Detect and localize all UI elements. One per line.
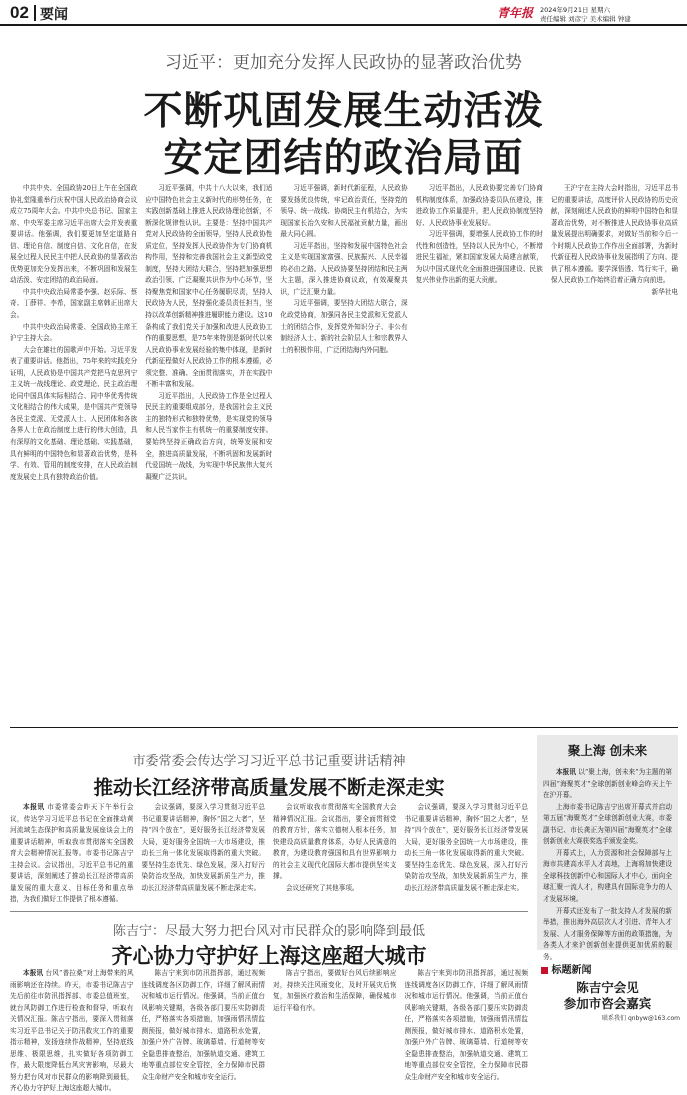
footer-contact: 联系我们 qnbyw@163.com (602, 1015, 680, 1022)
article3-body (10, 968, 528, 1093)
masthead (0, 0, 687, 26)
article-divider (10, 911, 528, 912)
square-bullet-icon (541, 967, 548, 974)
news-flash-label-text: 标题新闻 (551, 965, 592, 976)
paragraph: 习近平强调，要坚持大团结大联合，深化政党协商，加强同各民主党派和无党派人士的团结合作，发挥党外知识分子、非公有制经济人士、新的社会阶层人士和宗教界人士的积极作用，广泛团结海内外同胞。 (280, 299, 408, 354)
article2-column (405, 802, 529, 914)
paragraph: 会议强调，要深入学习贯彻习近平总书记重要讲话精神，胸怀“国之大者”，坚持“四个放在”，更好服务长江经济带发展大局，更好服务全国统一大市场建设，推动长三角一体化发展取得新的重大突破。要坚持生态优先、绿色发展，深入打好污染防治攻坚战，加快发展新质生产力，推动长江经济带高质量发展不断走深走实。 (141, 803, 265, 892)
article1-column (416, 183, 543, 723)
article1-column (145, 183, 272, 723)
paragraph: 陈吉宁指出，要做好台风后续影响应对，持续关注风雨变化，及时开展灾后恢复，加强医疗救治和生活保障，确保城市运行平稳有序。 (273, 969, 397, 1012)
paragraph: 中共中央政治局常委、全国政协主席王沪宁主持大会。 (10, 322, 138, 343)
article3-column (273, 968, 397, 1018)
paragraph: 陈吉宁来到市防汛指挥部，通过视频连线调度各区防御工作，详细了解风雨情况和城市运行情况。他强调，当前正值台风影响关键期，各级各部门要压实防御责任，严格落实各项措施，加强雨情汛情监测预报，做好城市排水、道路积水处置，加强户外广告牌、玻璃幕墙、行道树等安全隐患排查整治，加强轨道交通、建筑工地等重点部位安全管控，全力保障市民群众生命财产安全和城市安全运行。 (141, 969, 265, 1081)
paper-logo: 青年报 (497, 6, 534, 20)
article2-headline: 推动长江经济带高质量发展不断走深走实 (93, 776, 445, 799)
paragraph: 习近平强调，新时代新征程，人民政协要发扬优良传统，牢记政治责任，坚持党的领导、统一战线、协商民主有机结合，为实现国家长治久安和人民福祉贡献力量，画出最大同心圆。 (280, 184, 408, 239)
paragraph: 王沪宁在主持大会时指出，习近平总书记的重要讲话，高度评价人民政协的历史贡献，深刻阐述人民政协的鲜明中国特色和显著政治优势，对不断推进人民政协事业高质量发展提出明确要求，对做好当前和今后一个时期人民政协工作作出全面部署，为新时代新征程人民政协事业发展指明了方向、提供了根本遵循。要学深悟透、笃行实干，确保人民政协工作始终沿着正确方向前进。 (550, 184, 679, 285)
paragraph: 会议还研究了其他事项。 (286, 883, 359, 892)
article1-body (10, 183, 678, 723)
paragraph: 陈吉宁来到市防汛指挥部，通过视频连线调度各区防御工作，详细了解风雨情况和城市运行情况。他强调，当前正值台风影响关键期，各级各部门要压实防御责任，严格落实各项措施，加强雨情汛情监测预报，做好城市排水、道路积水处置，加强户外广告牌、玻璃幕墙、行道树等安全隐患排查整治，加强轨道交通、建筑工地等重点部位安全管控，全力保障市民群众生命财产安全和城市安全运行。 (404, 969, 528, 1081)
sidebar-box (537, 735, 678, 961)
issue-date: 2024年9月21日 星期六 (540, 6, 611, 14)
page-number: 02 (10, 3, 29, 22)
paragraph: 市委常委会昨天下午举行会议，传达学习习近平总书记在全面推动黄河流域生态保护和高质量发展座谈会上的重要讲话精神，听取我市贯彻落实全国教育大会精神情况汇报等。市委书记陈吉宁主持会议。会议指出，习近平总书记的重要讲话，深刻阐述了推动长江经济带高质量发展的重大意义、目标任务和重点举措，为我们做好工作提供了根本遵循。 (10, 803, 134, 904)
article2-column (273, 802, 397, 914)
paragraph: 开幕式还发布了一批支持人才发展的新举措，推出海外高层次人才引进、青年人才发展、人才服务保障等方面的政策措施，为各类人才来沪创新创业提供更加优质的服务。 (543, 906, 672, 961)
sidebar-title: 聚上海 创未来 (567, 743, 648, 758)
article1-headline-line2: 安定团结的政治局面 (163, 136, 524, 181)
paragraph: 习近平强调，中共十八大以来，我们适应中国特色社会主义新时代的形势任务，在实践创新基础上推进人民政协理论创新，不断深化规律性认识。主要是：坚持中国共产党对人民政协的全面领导，坚持人民政协性质定位，坚持发挥人民政协作为专门协商机构作用，坚持和完善我国社会主义新型政党制度，坚持大团结大联合，坚持把加强思想政治引领、广泛凝聚共识作为中心环节，坚持聚焦党和国家中心任务履职尽责，坚持人民政协为人民，坚持强化委员责任担当，坚持以改革创新精神推进履职能力建设。这10条构成了我们党关于加强和改进人民政协工作的重要思想，是75年来特别是新时代以来人民政协事业发展经验的集中体现，是新时代新征程做好人民政协工作的根本遵循，必须完整、准确、全面贯彻落实，并在实践中不断丰富和发展。 (145, 184, 273, 389)
paragraph: 习近平指出，坚持和发展中国特色社会主义是实现国家富强、民族振兴、人民幸福的必由之路。人民政协要坚持团结和民主两大主题，深入推进协商议政，有效凝聚共识，广泛汇聚力量。 (280, 241, 408, 296)
article2-body (10, 802, 528, 914)
paragraph: 习近平强调，要增强人民政协工作的时代性和创造性，坚持以人民为中心，不断增进民生福祉，紧扣国家发展大局建言献策，为以中国式现代化全面推进强国建设、民族复兴伟业作出新的更大贡献。 (415, 230, 543, 285)
paragraph: 中共中央政治局常委李强、赵乐际、蔡奇、丁薛祥、李希，国家副主席韩正出席大会。 (10, 287, 138, 320)
lead-tag: 本报讯 (556, 768, 577, 776)
article1-kicker: 习近平：更加充分发挥人民政协的显著政治优势 (165, 53, 522, 72)
paragraph: 中共中央、全国政协20日上午在全国政协礼堂隆重举行庆祝中国人民政治协商会议成立75周年大会。中共中央总书记、国家主席、中央军委主席习近平出席大会并发表重要讲话。他强调，我们要更加坚定道路自信、理论自信、制度自信、文化自信，在发展全过程人民民主中把人民政协的显著政治优势更加充分发挥出来，不断巩固和发展生动活泼、安定团结的政治局面。 (10, 184, 138, 285)
paragraph: 以“聚上海，创未来”为主题的第四届“海聚英才”全球创新创业峰会昨天上午在沪开幕。 (543, 768, 672, 800)
section-divider (10, 727, 678, 728)
lead-tag: 本报讯 (23, 969, 44, 977)
article2-column (142, 802, 266, 914)
article1-column (280, 183, 407, 723)
news-flash-label (541, 961, 591, 976)
news-flash-headline-line2: 参加市咨会嘉宾 (563, 996, 652, 1011)
article1-column (10, 183, 137, 723)
article3-column (10, 968, 134, 1093)
article3-headline: 齐心协力守护好上海这座超大城市 (111, 944, 427, 968)
article3-column (141, 968, 266, 1081)
header-divider (34, 5, 36, 21)
paragraph: 台风“普拉桑”对上海带来的风雨影响还在持续。昨天，市委书记陈吉宁先后前往市防汛指挥部、市委总值班室，就台风防御工作进行检查和督导，听取有关情况汇报。陈吉宁指出，要深入贯彻落实习近平总书记关于防汛救灾工作的重要指示精神，发扬连续作战精神，坚持底线思维、极限思维，扎实做好各项防御工作，最大限度降低台风灾害影响，尽最大努力把台风对市民群众的影响降到最低，齐心协力守护好上海这座超大城市。 (10, 969, 134, 1093)
lead-tag: 本报讯 (23, 803, 45, 811)
editor-credits: 责任编辑 刘彦宁 美术编辑 钟建 (540, 15, 631, 23)
paragraph: 会议听取我市贯彻落实全国教育大会精神情况汇报。会议指出，要全面贯彻党的教育方针，落实立德树人根本任务，加快建设高质量教育体系，办好人民满意的教育，为建设教育强国和具有世界影响力的社会主义现代化国际大都市提供坚实支撑。 (273, 803, 397, 881)
sidebar-column (543, 767, 672, 961)
news-flash-headline-line1: 陈吉宁会见 (576, 980, 639, 995)
article3-kicker: 陈吉宁：尽最大努力把台风对市民群众的影响降到最低 (112, 924, 425, 939)
paragraph: 上海市委书记陈吉宁出席开幕式并启动第五届“海聚英才”全球创新创业大赛，市委副书记、市长龚正为第四届“海聚英才”全球创新创业大赛获奖选手颁发金奖。 (543, 802, 672, 846)
paragraph: 开幕式上，人力资源和社会保障部与上海市共建高水平人才高地，上海将加快建设全球科技创新中心和国际人才中心，面向全球汇聚一流人才，构建具有国际竞争力的人才发展环境。 (543, 848, 672, 904)
article3-column (404, 968, 529, 1081)
paragraph: 会议强调，要深入学习贯彻习近平总书记重要讲话精神，胸怀“国之大者”，坚持“四个放在”，更好服务长江经济带发展大局，更好服务全国统一大市场建设，推动长三角一体化发展取得新的重大突破。要坚持生态优先、绿色发展，深入打好污染防治攻坚战，加快发展新质生产力，推动长江经济带高质量发展不断走深走实。 (404, 803, 528, 892)
article2-kicker: 市委常委会传达学习习近平总书记重要讲话精神 (132, 754, 406, 769)
paragraph: 习近平指出，人民政协要完善专门协商机构制度体系，加强政协委员队伍建设，推进政协工作质量提升，把人民政协制度坚持好、人民政协事业发展好。 (415, 184, 543, 227)
paragraph: 大会在雄壮的国歌声中开始。习近平发表了重要讲话。他指出，75年来的实践充分证明，人民政协是中国共产党把马克思列宁主义统一战线理论、政党理论、民主政治理论同中国具体实际相结合、同中华优秀传统文化相结合的伟大成果，是中国共产党领导各民主党派、无党派人士、人民团体和各族各界人士在政治制度上进行的伟大创造，具有深厚的文化基础、理论基础、实践基础，具有鲜明的中国特色和显著政治优势，是科学、有效、管用的制度安排，在人民政治制度发展史上具有独特政治价值。 (10, 345, 138, 481)
article1-headline-line1: 不断巩固发展生动活泼 (143, 89, 544, 134)
section-title: 要闻 (40, 7, 68, 23)
news-agency-credit: 新华社电 (651, 287, 679, 296)
article2-column (10, 802, 134, 914)
paragraph: 习近平指出，人民政协工作是全过程人民民主的重要组成部分，是我国社会主义民主的独特形式和独特优势，是实现党的领导和人民当家作主有机统一的重要制度安排。要始终坚持正确政治方向，统筹发展和安全，推进高质量发展，不断巩固和发展新时代爱国统一战线，为实现中华民族伟大复兴凝聚广泛共识。 (145, 391, 273, 481)
article1-column (551, 183, 678, 723)
